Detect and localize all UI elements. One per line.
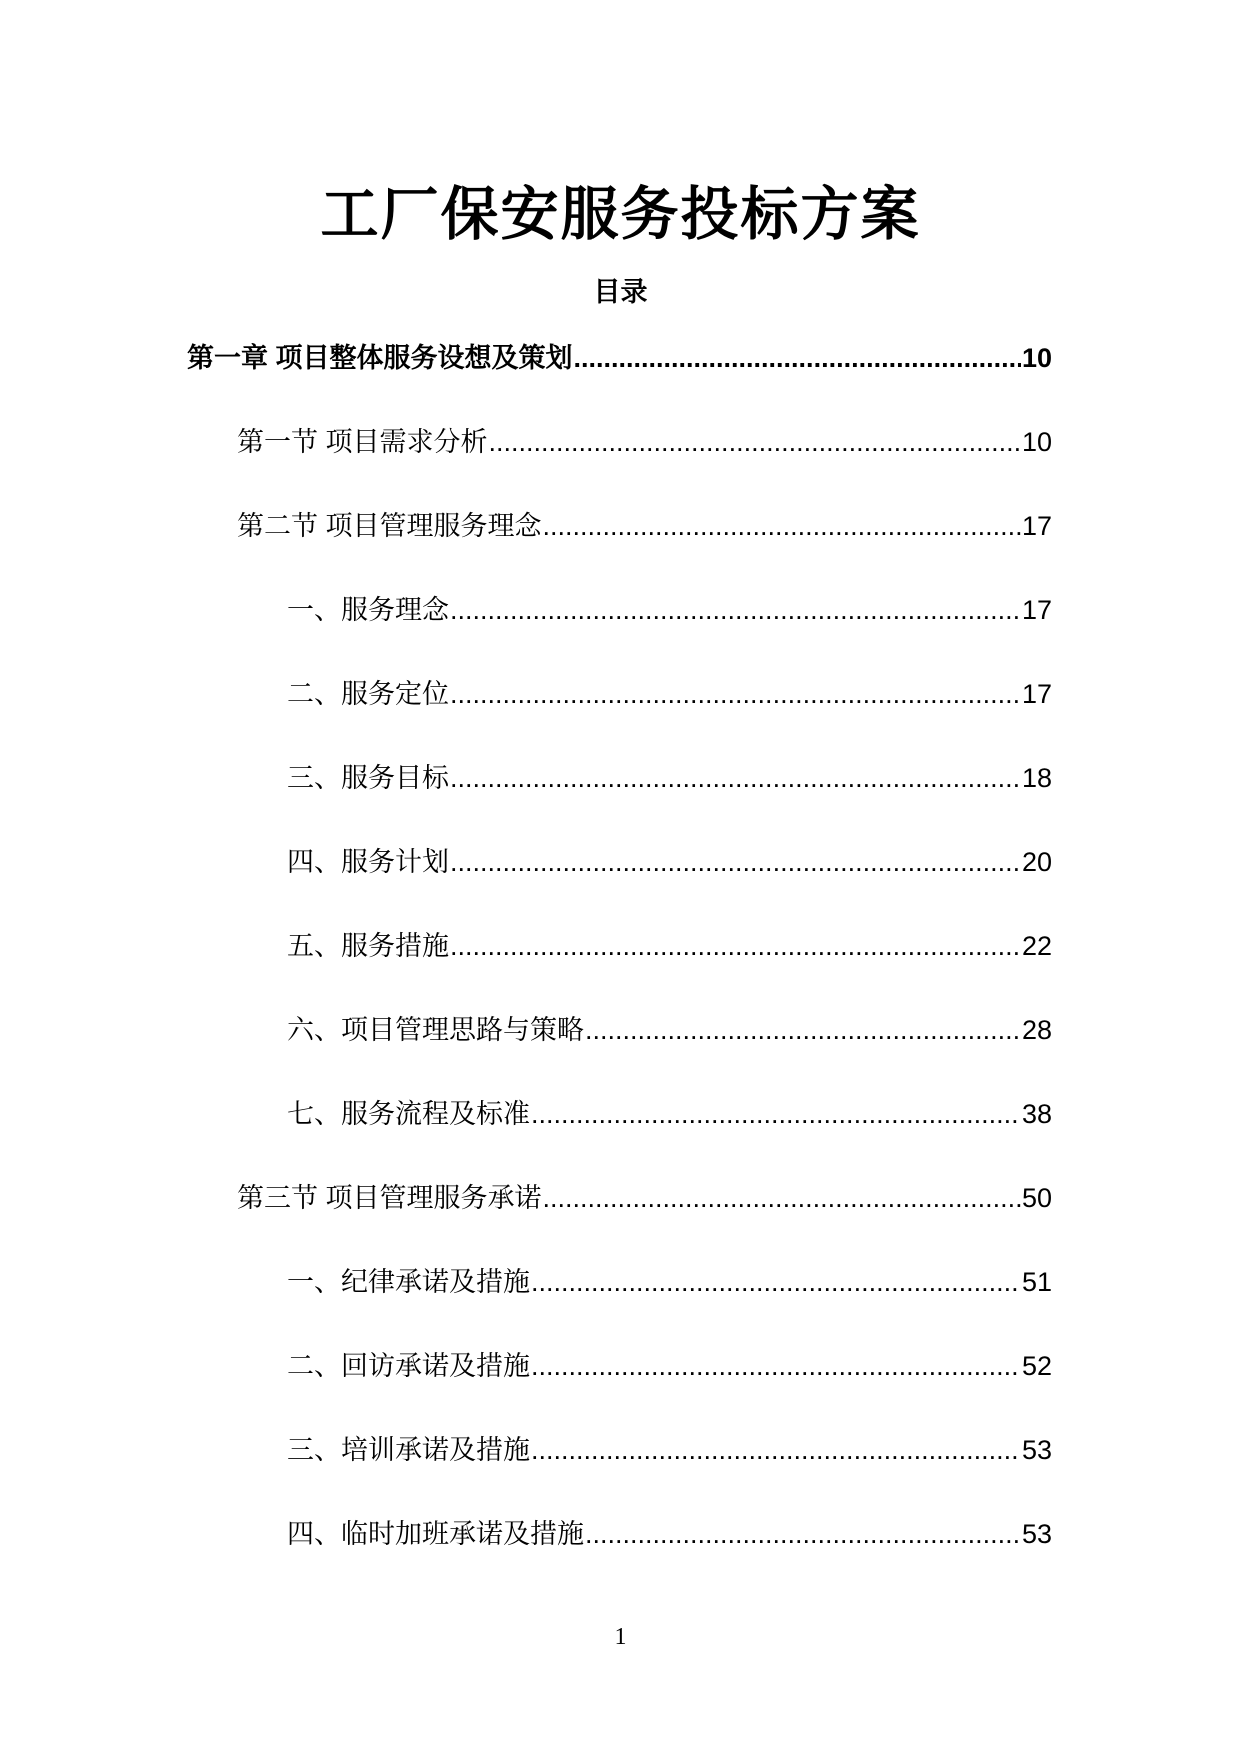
toc-entry-section[interactable] xyxy=(237,422,1052,462)
toc-entry-section[interactable] xyxy=(237,506,1052,546)
toc-leader xyxy=(574,338,1021,378)
toc-entry-text: 三、培训承诺及措施 xyxy=(287,1435,530,1465)
toc-entry-subsection[interactable] xyxy=(287,926,1052,966)
toc-entry-text: 三、服务目标 xyxy=(287,763,449,793)
toc-page-number: 10 xyxy=(1021,343,1052,373)
toc-page-number: 20 xyxy=(1021,847,1052,877)
toc-page-number: 10 xyxy=(1021,427,1052,457)
document-title: 工厂保安服务投标方案 xyxy=(320,182,921,247)
toc-leader xyxy=(585,1010,1021,1050)
toc-entry-subsection[interactable] xyxy=(287,842,1052,882)
toc-entry-text: 五、服务措施 xyxy=(287,931,449,961)
toc-entry-text: 一、服务理念 xyxy=(287,595,449,625)
toc-entry-text: 四、服务计划 xyxy=(287,847,449,877)
toc-entry-chapter[interactable] xyxy=(187,338,1052,378)
toc-page-number: 50 xyxy=(1021,1183,1052,1213)
toc-page-number: 52 xyxy=(1021,1351,1052,1381)
toc-entry-subsection[interactable] xyxy=(287,1262,1052,1302)
toc-entry-text: 四、临时加班承诺及措施 xyxy=(287,1519,584,1549)
toc-heading: 目录 xyxy=(593,277,648,307)
page-number: 1 xyxy=(614,1624,627,1650)
toc-entry-text: 二、回访承诺及措施 xyxy=(287,1351,530,1381)
toc-entry-subsection[interactable] xyxy=(287,674,1052,714)
toc-leader xyxy=(450,674,1021,714)
toc-leader xyxy=(531,1262,1021,1302)
toc-leader xyxy=(531,1430,1021,1470)
toc-page-number: 17 xyxy=(1021,511,1052,541)
toc-page-number: 22 xyxy=(1021,931,1052,961)
toc-entry-text: 七、服务流程及标准 xyxy=(287,1099,530,1129)
toc-leader xyxy=(531,1346,1021,1386)
toc-page-number: 38 xyxy=(1021,1099,1052,1129)
toc-entry-text: 二、服务定位 xyxy=(287,679,449,709)
toc-leader xyxy=(450,926,1021,966)
toc-entry-text: 第一节 项目需求分析 xyxy=(237,427,488,457)
toc-entry-text: 一、纪律承诺及措施 xyxy=(287,1267,530,1297)
toc-page-number: 17 xyxy=(1021,595,1052,625)
toc-page-number: 18 xyxy=(1021,763,1052,793)
toc-entry-subsection[interactable] xyxy=(287,590,1052,630)
toc-leader xyxy=(585,1514,1021,1554)
toc-leader xyxy=(543,1178,1021,1218)
toc-entry-text: 六、项目管理思路与策略 xyxy=(287,1015,584,1045)
toc-entry-subsection[interactable] xyxy=(287,1094,1052,1134)
toc-page-number: 53 xyxy=(1021,1435,1052,1465)
toc-entry-subsection[interactable] xyxy=(287,1514,1052,1554)
toc-leader xyxy=(531,1094,1021,1134)
toc-entry-subsection[interactable] xyxy=(287,1430,1052,1470)
toc-page-number: 28 xyxy=(1021,1015,1052,1045)
toc-page-number: 51 xyxy=(1021,1267,1052,1297)
toc-page-number: 53 xyxy=(1021,1519,1052,1549)
toc-leader xyxy=(543,506,1021,546)
toc-leader xyxy=(450,590,1021,630)
toc-entry-text: 第三节 项目管理服务承诺 xyxy=(237,1183,542,1213)
toc-leader xyxy=(450,758,1021,798)
toc-leader xyxy=(450,842,1021,882)
toc-entry-subsection[interactable] xyxy=(287,1346,1052,1386)
toc-entry-subsection[interactable] xyxy=(287,758,1052,798)
toc-entry-subsection[interactable] xyxy=(287,1010,1052,1050)
toc-entry-section[interactable] xyxy=(237,1178,1052,1218)
toc-page-number: 17 xyxy=(1021,679,1052,709)
toc-leader xyxy=(489,422,1021,462)
toc-entry-text: 第二节 项目管理服务理念 xyxy=(237,511,542,541)
toc-entry-text: 第一章 项目整体服务设想及策划 xyxy=(187,343,573,373)
